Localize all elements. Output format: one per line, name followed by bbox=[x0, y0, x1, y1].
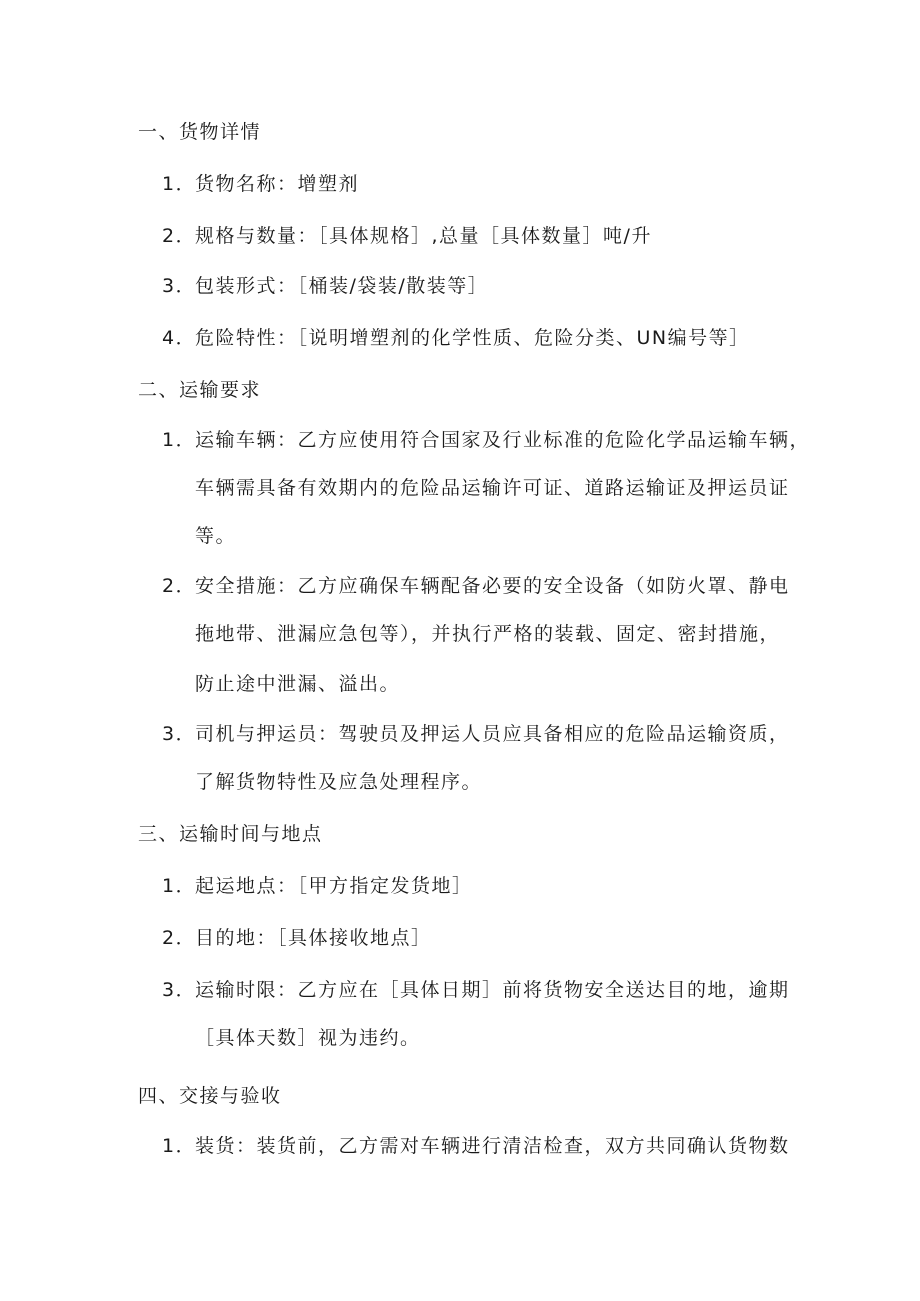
item-text-continued: 防止途中泄漏、溢出。 bbox=[195, 673, 401, 695]
item-text: 运输时限：乙方应在［具体日期］前将货物安全送达目的地，逾期 bbox=[195, 979, 790, 1001]
item-number: 2． bbox=[162, 927, 197, 949]
item-text-continued: 等。 bbox=[195, 525, 237, 547]
item-text: 司机与押运员：驾驶员及押运人员应具备相应的危险品运输资质， bbox=[195, 723, 790, 745]
item-text-continued: 了解货物特性及应急处理程序。 bbox=[195, 771, 483, 793]
item-number: 4． bbox=[162, 327, 197, 349]
item-text-continued: 拖地带、泄漏应急包等），并执行严格的装载、固定、密封措施， bbox=[195, 623, 781, 645]
item-number: 1． bbox=[162, 875, 197, 897]
item-number: 1． bbox=[162, 173, 197, 195]
item-text: 危险特性：［说明增塑剂的化学性质、危险分类、UN编号等］ bbox=[195, 327, 750, 349]
item-number: 1． bbox=[162, 429, 197, 451]
item-number: 2． bbox=[162, 225, 197, 247]
item-number: 3． bbox=[162, 979, 197, 1001]
item-text: 规格与数量：［具体规格］,总量［具体数量］吨/升 bbox=[195, 225, 652, 247]
item-number: 1． bbox=[162, 1135, 197, 1157]
item-text: 起运地点：［甲方指定发货地］ bbox=[195, 875, 473, 897]
section-heading: 三、运输时间与地点 bbox=[138, 823, 323, 845]
item-text: 运输车辆：乙方应使用符合国家及行业标准的危险化学品运输车辆， bbox=[195, 429, 811, 451]
item-text: 装货：装货前，乙方需对车辆进行清洁检查，双方共同确认货物数 bbox=[195, 1135, 790, 1157]
section-heading: 一、货物详情 bbox=[138, 121, 262, 143]
section-heading: 四、交接与验收 bbox=[138, 1085, 282, 1107]
item-number: 3． bbox=[162, 275, 197, 297]
item-number: 2． bbox=[162, 575, 197, 597]
item-text-continued: ［具体天数］视为违约。 bbox=[195, 1027, 421, 1049]
item-text: 目的地：［具体接收地点］ bbox=[195, 927, 432, 949]
section-heading: 二、运输要求 bbox=[138, 379, 262, 401]
item-text: 安全措施：乙方应确保车辆配备必要的安全设备（如防火罩、静电 bbox=[195, 575, 790, 597]
item-text-continued: 车辆需具备有效期内的危险品运输许可证、道路运输证及押运员证 bbox=[195, 477, 790, 499]
item-text: 包装形式：［桶装/袋装/散装等］ bbox=[195, 275, 489, 297]
item-number: 3． bbox=[162, 723, 197, 745]
item-text: 货物名称：增塑剂 bbox=[195, 173, 360, 195]
